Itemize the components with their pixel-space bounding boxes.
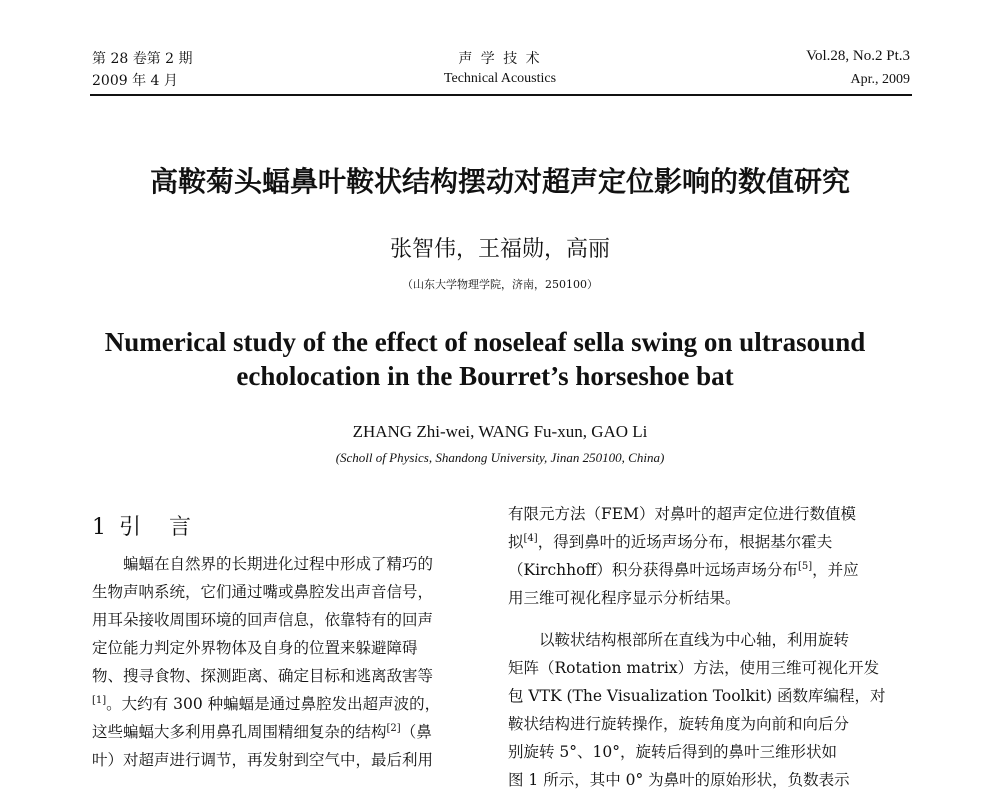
body-line: （Kirchhoff）积分获得鼻叶远场声场分布[5]，并应 — [508, 560, 859, 579]
paper-title-en-line1: Numerical study of the effect of noseleaf sella swing on ultrasound — [104, 327, 866, 357]
body-line: 叶）对超声进行调节，再发射到空气中，最后利用 — [92, 751, 434, 769]
affiliation-en: (Scholl of Physics, Shandong University, Jinan 250100, China) — [335, 450, 665, 465]
header-divider — [90, 94, 912, 96]
right-column — [508, 500, 913, 794]
journal-date-en: Apr., 2009 — [850, 72, 910, 87]
authors-en: ZHANG Zhi-wei, WANG Fu-xun, GAO Li — [352, 422, 648, 441]
body-line: 这些蝙蝠大多利用鼻孔周围精细复杂的结构[2]（鼻 — [92, 722, 432, 741]
body-line: 生物声呐系统，它们通过嘴或鼻腔发出声音信号， — [92, 583, 434, 601]
body-line: 以鞍状结构根部所在直线为中心轴，利用旋转 — [539, 631, 850, 649]
citation-marker: [1] — [92, 694, 107, 706]
journal-volume-en: Vol.28, No.2 Pt.3 — [806, 48, 910, 64]
body-line: 用耳朵接收周围环境的回声信息，依靠特有的回声 — [92, 611, 434, 629]
paper-title-en-line2: echolocation in the Bourret’s horseshoe bat — [236, 361, 734, 391]
journal-volume-cn: 第 28 卷第 2 期 — [92, 51, 193, 67]
body-line: 矩阵（Rotation matrix）方法，使用三维可视化开发 — [508, 659, 880, 677]
body-line: 用三维可视化程序显示分析结果。 — [508, 589, 741, 607]
left-column — [92, 550, 487, 774]
body-line: 定位能力判定外界物体及自身的位置来躲避障碍 — [92, 639, 418, 657]
paragraph-gap — [508, 612, 913, 626]
body-line: 蝙蝠在自然界的长期进化过程中形成了精巧的 — [123, 555, 434, 573]
body-line: 包 VTK (The Visualization Toolkit) 函数库编程，对 — [508, 687, 886, 705]
citation-marker: [2] — [386, 722, 401, 734]
citation-marker: [4] — [523, 532, 538, 544]
body-line: [1]。大约有 300 种蝙蝠是通过鼻腔发出超声波的， — [92, 694, 441, 713]
paper-title-cn: 高鞍菊头蝠鼻叶鞍状结构摆动对超声定位影响的数值研究 — [149, 165, 850, 198]
body-line: 别旋转 5°、10°，旋转后得到的鼻叶三维形状如 — [508, 743, 838, 761]
body-line: 鞍状结构进行旋转操作，旋转角度为向前和向后分 — [508, 715, 850, 733]
authors-cn: 张智伟，王福勋，高丽 — [389, 237, 610, 262]
journal-date-cn: 2009 年 4 月 — [92, 73, 178, 89]
citation-marker: [5] — [797, 560, 813, 572]
body-line: 物、搜寻食物、探测距离、确定目标和逃离敌害等 — [92, 667, 434, 685]
journal-name-en: Technical Acoustics — [443, 71, 557, 86]
body-line: 图 1 所示，其中 0° 为鼻叶的原始形状，负数表示 — [508, 771, 850, 789]
body-line: 有限元方法（FEM）对鼻叶的超声定位进行数值模 — [508, 505, 856, 523]
affiliation-cn: （山东大学物理学院，济南，250100） — [402, 278, 598, 291]
journal-name-cn: 声 学 技 术 — [458, 51, 542, 67]
body-line: 拟[4]，得到鼻叶的近场声场分布，根据基尔霍夫 — [508, 532, 833, 551]
section-heading: 1 引 言 — [92, 515, 194, 540]
